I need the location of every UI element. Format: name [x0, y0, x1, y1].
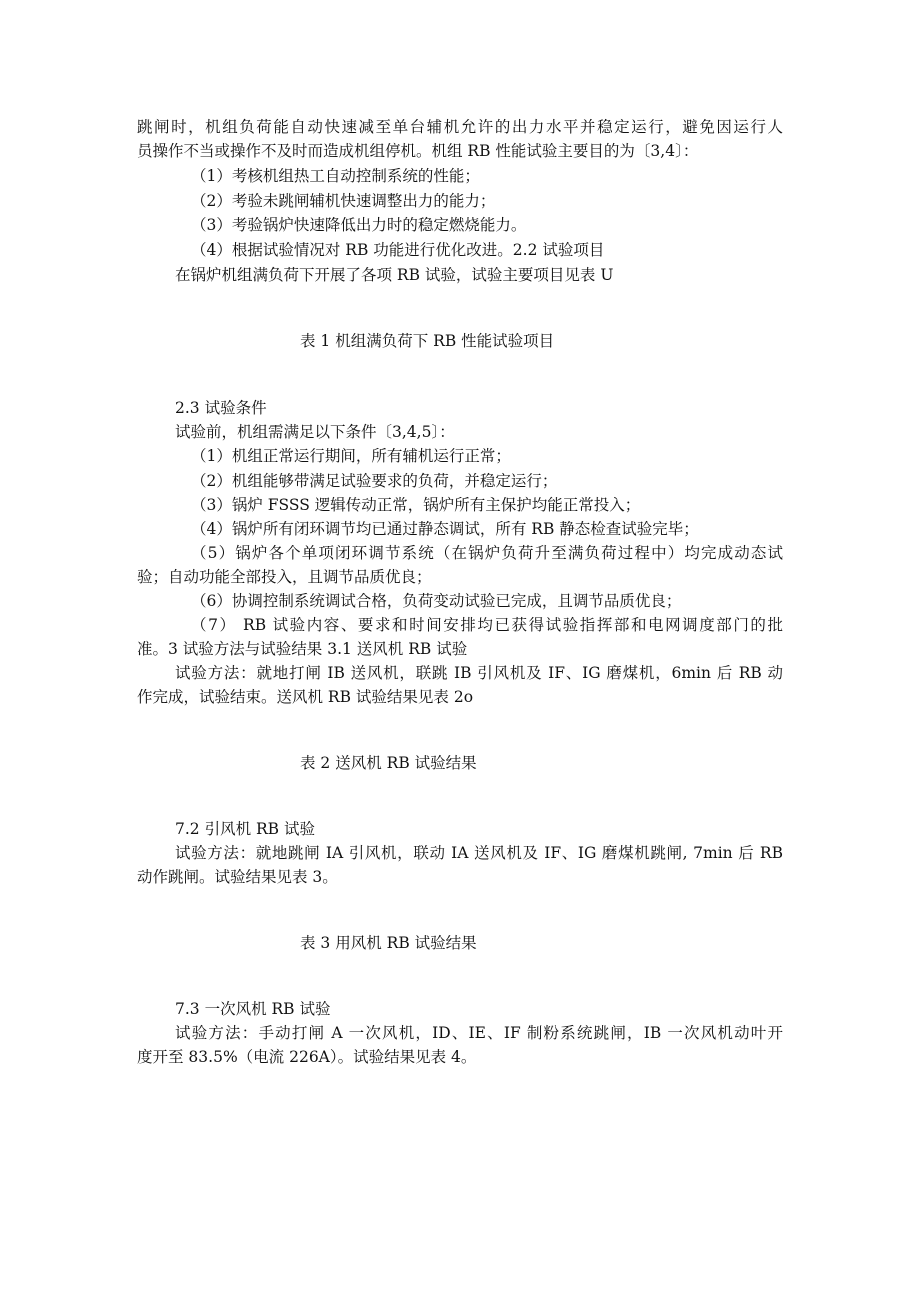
condition-5-line-2: 验；自动功能全部投入，且调节品质优良；: [137, 568, 432, 586]
condition-6: （6）协调控制系统调试合格，负荷变动试验已完成，且调节品质优良；: [191, 592, 682, 610]
condition-5-line-1: （5）锅炉各个单项闭环调节系统（在锅炉负荷升至满负荷过程中）均完成动态试: [191, 544, 783, 562]
table-3-caption: 表 3 用风机 RB 试验结果: [300, 934, 477, 952]
purpose-item: （3）考验锅炉快速降低出力时的稳定燃烧能力。: [191, 216, 527, 234]
table-1-caption: 表 1 机组满负荷下 RB 性能试验项目: [300, 332, 555, 350]
section-7-3-heading: 7.3 一次风机 RB 试验: [175, 1000, 331, 1018]
condition-7-line-2: 准。3 试验方法与试验结果 3.1 送风机 RB 试验: [137, 640, 468, 658]
condition-item: （3）锅炉 FSSS 逻辑传动正常，锅炉所有主保护均能正常投入；: [191, 496, 641, 514]
section-7-3-method-line-2: 度开至 83.5%（电流 226A）。试验结果见表 4。: [137, 1048, 477, 1066]
conditions-intro: 试验前，机组需满足以下条件〔3,4,5〕：: [175, 423, 455, 441]
section-2-3-heading: 2.3 试验条件: [175, 399, 267, 417]
intro-line-2: 员操作不当或操作不及时而造成机组停机。机组 RB 性能试验主要目的为〔3,4〕：: [137, 142, 699, 160]
section-7-3-method-line-1: 试验方法：手动打闸 A 一次风机，ID、IE、IF 制粉系统跳闸，IB 一次风机动叶开: [175, 1024, 783, 1042]
purpose-item: （1）考核机组热工自动控制系统的性能；: [191, 167, 480, 185]
condition-7-line-1: （7） RB 试验内容、要求和时间安排均已获得试验指挥部和电网调度部门的批: [191, 616, 783, 634]
purpose-item: （2）考验未跳闸辅机快速调整出力的能力；: [191, 192, 496, 210]
section-7-2-heading: 7.2 引风机 RB 试验: [175, 820, 315, 838]
section-7-2-method-line-1: 试验方法：就地跳闸 IA 引风机，联动 IA 送风机及 IF、IG 磨煤机跳闸, 7min 后 RB: [175, 844, 783, 862]
condition-item: （2）机组能够带满足试验要求的负荷，并稳定运行；: [191, 472, 558, 490]
section-7-2-method-line-2: 动作跳闸。试验结果见表 3。: [137, 868, 338, 886]
section-3-1-method-line-2: 作完成，试验结束。送风机 RB 试验结果见表 2o: [137, 688, 474, 706]
condition-item: （4）锅炉所有闭环调节均已通过静态调试，所有 RB 静态检查试验完毕；: [191, 520, 699, 538]
section-3-1-method-line-1: 试验方法：就地打闸 IB 送风机，联跳 IB 引风机及 IF、IG 磨煤机，6min 后 RB 动: [175, 664, 783, 682]
table-2-caption: 表 2 送风机 RB 试验结果: [300, 754, 477, 772]
condition-item: （1）机组正常运行期间，所有辅机运行正常；: [191, 447, 511, 465]
intro-line-1: 跳闸时，机组负荷能自动快速减至单台辅机允许的出力水平并稳定运行，避免因运行人: [137, 118, 783, 136]
items-intro: 在锅炉机组满负荷下开展了各项 RB 试验，试验主要项目见表 U: [175, 266, 614, 284]
purpose-item: （4）根据试验情况对 RB 功能进行优化改进。2.2 试验项目: [191, 241, 605, 259]
